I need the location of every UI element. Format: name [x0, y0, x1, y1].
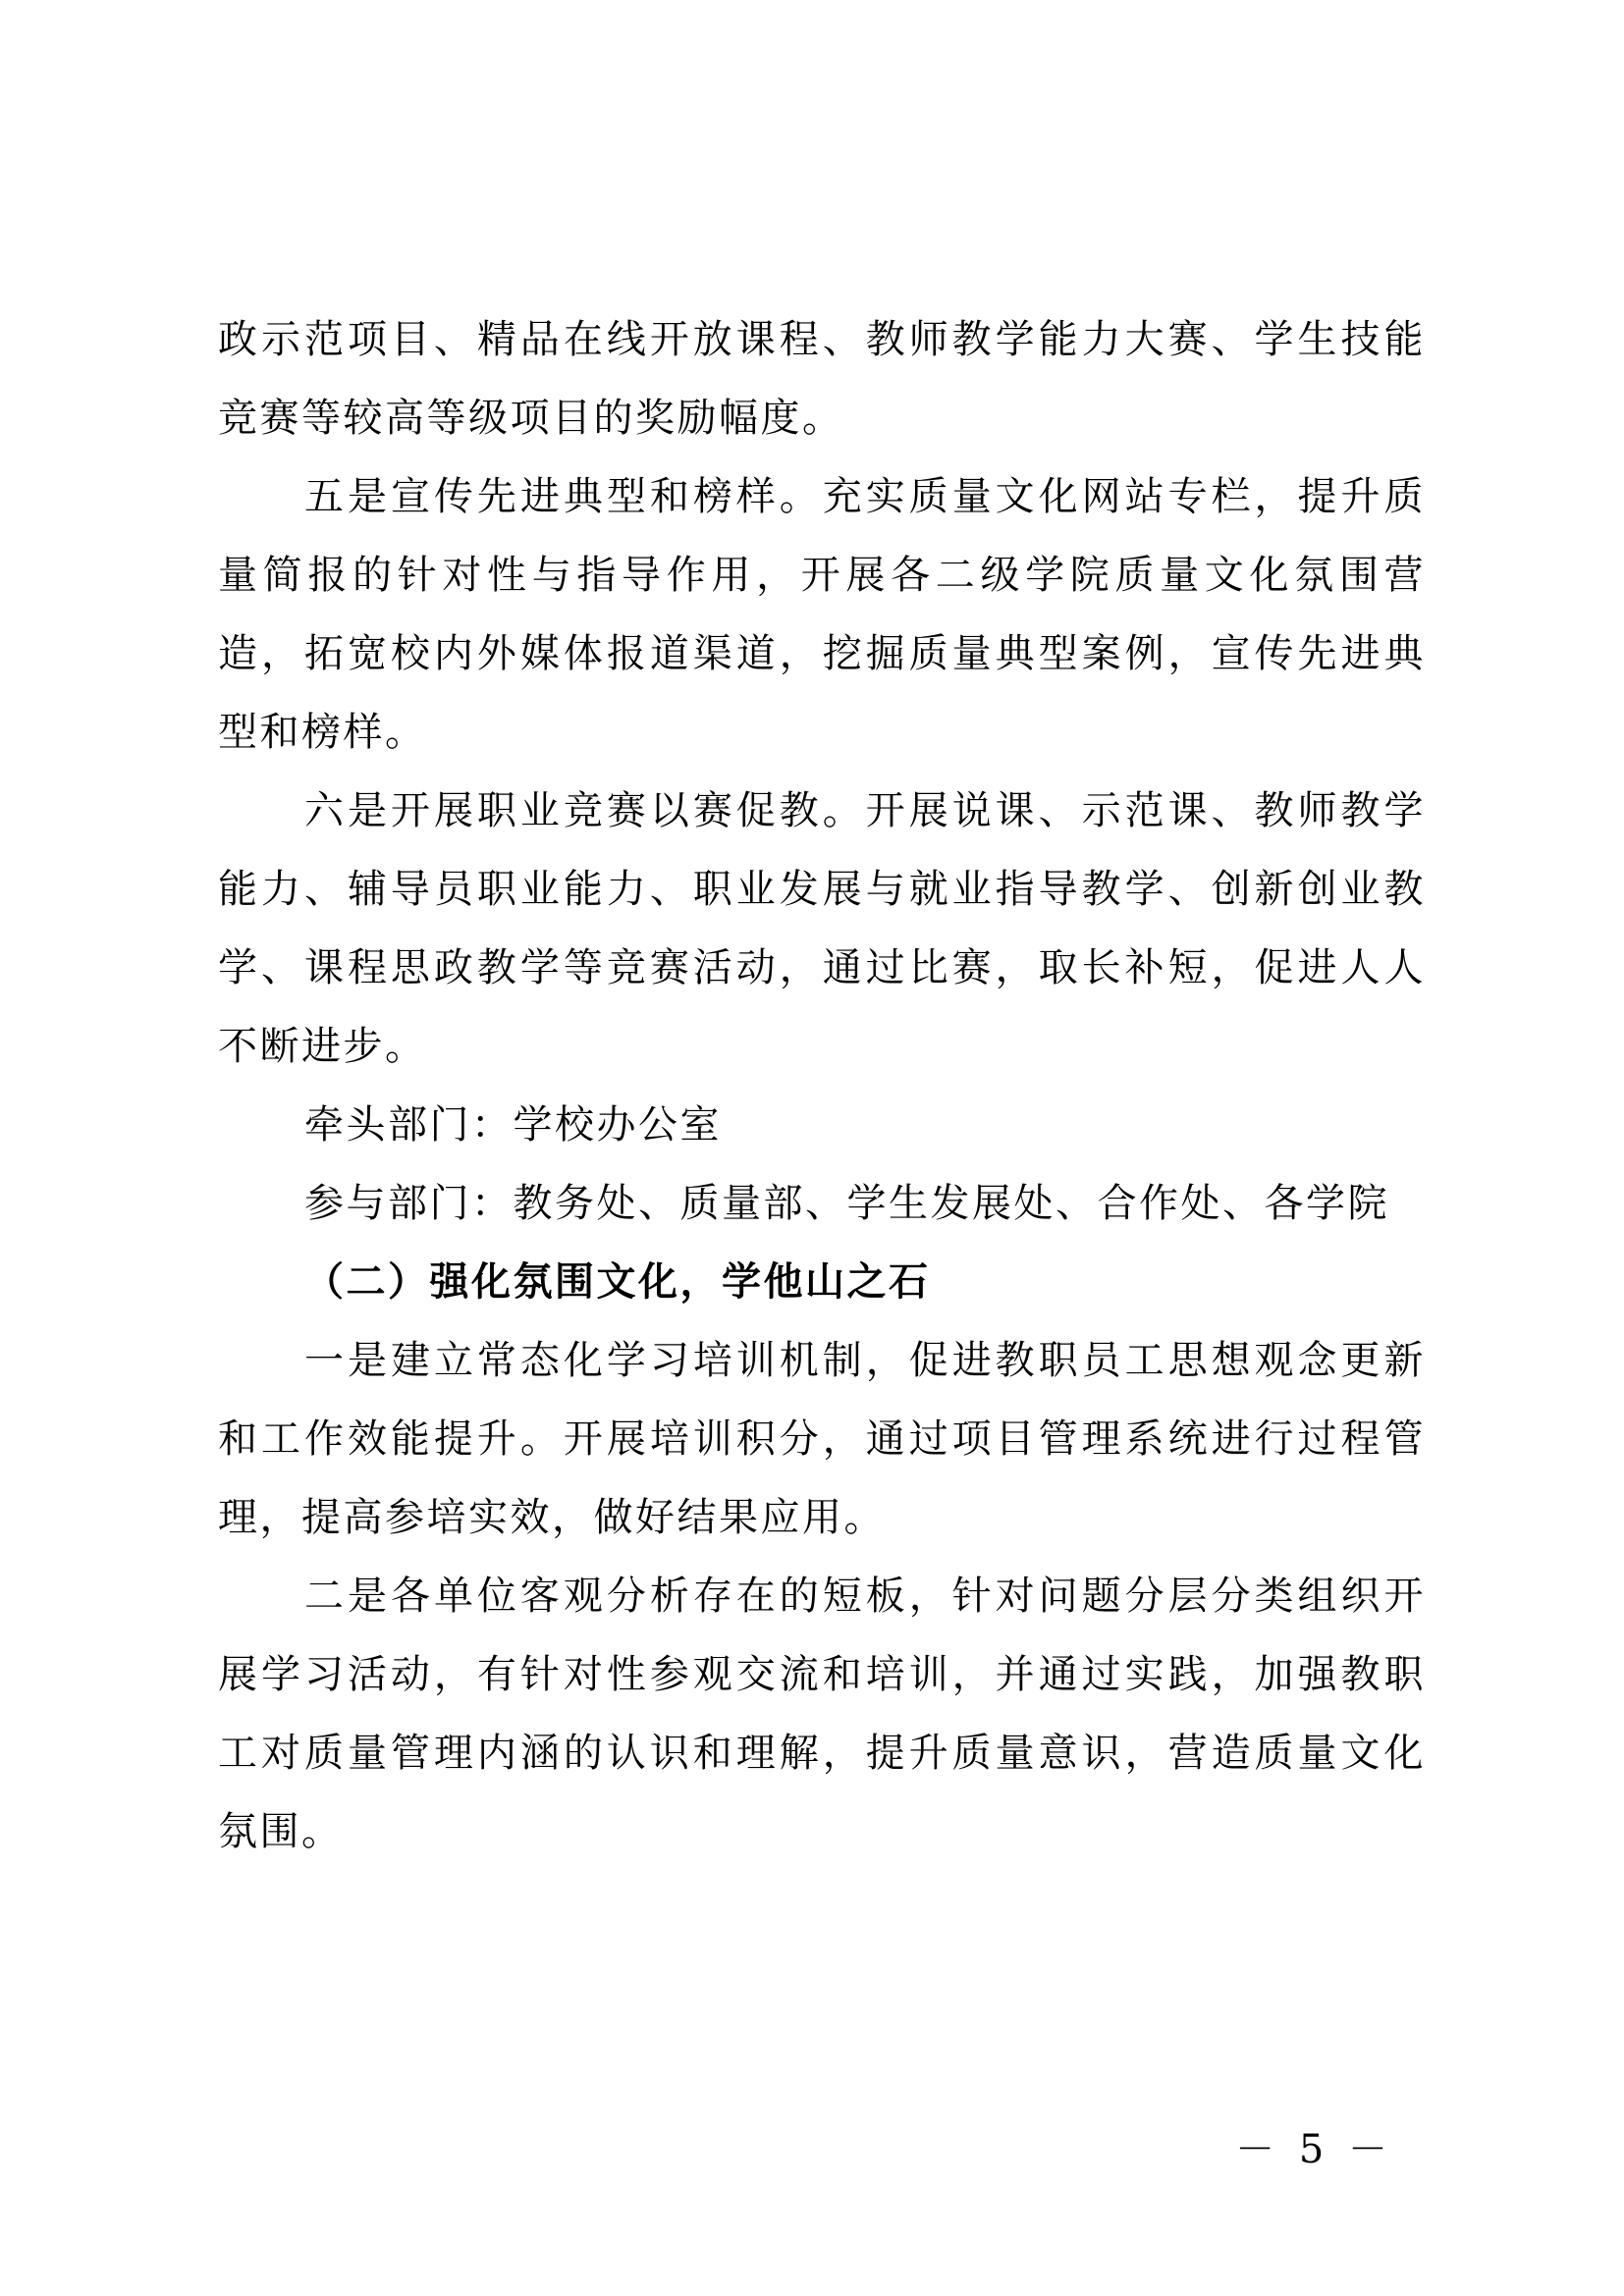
lead-department: 牵头部门：学校办公室 [304, 1102, 722, 1148]
paragraph-item-one: 一是建立常态化学习培训机制，促进教职员工思想观念更新和工作效能提升。开展培训积分，通过项目管理系统进行过程管理，提高参培实效，做好结果应用。 [218, 1338, 1426, 1540]
paragraph-item-six: 六是开展职业竞赛以赛促教。开展说课、示范课、教师教学能力、辅导员职业能力、职业发展与就业指导教学、创新创业教学、课程思政教学等竞赛活动，通过比赛，取长补短，促进人人不断进步。 [218, 788, 1426, 1069]
page-number: － 5 － [1235, 2127, 1393, 2172]
section-heading: （二）强化氛围文化，学他山之石 [304, 1258, 931, 1305]
paragraph-item-five: 五是宣传先进典型和榜样。充实质量文化网站专栏，提升质量简报的针对性与指导作用，开展各二级学院质量文化氛围营造，拓宽校内外媒体报道渠道，挖掘质量典型案例，宣传先进典型和榜样。 [218, 474, 1426, 755]
paragraph-item-two: 二是各单位客观分析存在的短板，针对问题分层分类组织开展学习活动，有针对性参观交流和培训，并通过实践，加强教职工对质量管理内涵的认识和理解，提升质量意识，营造质量文化氛围。 [218, 1574, 1426, 1854]
paragraph-continuation: 政示范项目、精品在线开放课程、教师教学能力大赛、学生技能竞赛等较高等级项目的奖励幅度。 [218, 317, 1426, 441]
document-body [218, 300, 1426, 1871]
participating-departments: 参与部门：教务处、质量部、学生发展处、合作处、各学院 [304, 1181, 1389, 1226]
